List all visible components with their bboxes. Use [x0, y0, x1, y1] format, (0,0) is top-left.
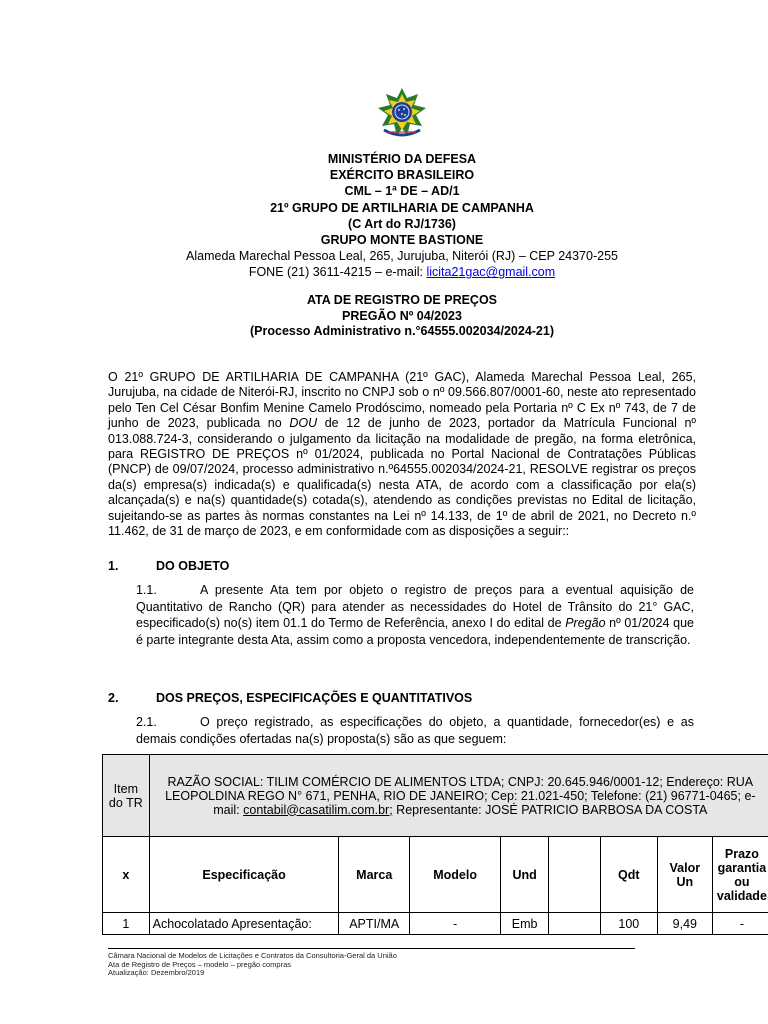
header-blank — [548, 837, 600, 913]
section-1-1-pregao: Pregão — [565, 616, 606, 630]
phone-text: FONE (21) 3611-4215 – e-mail: — [248, 265, 427, 280]
supplier-info — [149, 755, 768, 837]
intro-text-a: O 21º GRUPO DE ARTILHARIA DE CAMPANHA (21º GAC), Alameda Marechal Pessoa Leal, 265, Jurujuba, na cidade de Niterói-RJ, inscrito no CNPJ sob o nº 09.566.807/0001-60, neste ato representado pelo Ten Cel César Bonfim Menine Camelo Prodóscimo, nomeado pela Portaria nº C Ex nº 743, de 7 de junho de 2023, publicada no — [108, 370, 696, 431]
intro-text-b: de 12 de junho de 2023, portador da Matrícula Funcional nº 013.088.724-3, considerando o julgamento da licitação na modalidade de pregão, na forma eletrônica, para REGISTRO DE PREÇOS nº 01/2024, publicada no Portal Nacional de Contratações Públicas (PNCP) de 09/07/2024, processo administrativo n.º64555.002034/2024-21, RESOLVE registrar os preços da(s) empresa(s) indicada(s) e qualificada(s) nesta ATA, de acordo com a classificação por ela(s) alcançada(s) e na(s) quantidade(s) cotada(s), atendendo as condições previstas no Edital de licitação, sujeitando-se as partes às normas constantes na Lei nº 14.133, de 1º de abril de 2021, no Decreto n.º 11.462, de 31 de março de 2023, e em conformidade com as disposições a seguir:: — [108, 416, 697, 539]
row-1-especificacao: Achocolatado Apresentação: — [149, 913, 339, 935]
section-1-heading — [108, 559, 229, 573]
table-header-row — [103, 837, 768, 913]
row-1-marca: APTI/MA — [339, 913, 410, 935]
unit-name: 21º GRUPO DE ARTILHARIA DE CAMPANHA — [270, 200, 534, 215]
supplier-text-b: Representante: JOSÉ PATRICIO BARBOSA DA COSTA — [392, 802, 708, 817]
section-2-number: 2. — [108, 691, 119, 705]
row-1-prazo: - — [712, 913, 768, 935]
header-modelo: Modelo — [409, 837, 500, 913]
footer-line-1: Câmara Nacional de Modelos de Licitações e Contratos da Consultoria-Geral da União — [108, 951, 397, 960]
supplier-email-link[interactable]: contabil@casatilim.com.br; — [243, 802, 393, 817]
row-1-item: 1 — [103, 913, 150, 935]
header-marca: Marca — [339, 837, 410, 913]
document-title — [108, 293, 696, 340]
process-number: (Processo Administrativo n.°64555.002034/2024-21) — [250, 324, 554, 338]
footer-line-3: Atualização: Dezembro/2019 — [108, 968, 205, 977]
item-tr-label: Item do TR — [103, 755, 150, 837]
section-1-1-text-a: A presente Ata tem por objeto o registro de preços para a eventual aquisição de Quantitativo de Rancho (QR) para atender as necessidades do Hotel de Trânsito do 21° GAC, especificado(s) no(s) item 01.1 do Termo de Referência, anexo I do edital de — [136, 583, 694, 630]
footer-divider — [108, 948, 635, 949]
section-1-title: DO OBJETO — [156, 559, 230, 573]
header-prazo: Prazo garantia ou validade — [712, 837, 768, 913]
header-und: Und — [501, 837, 549, 913]
row-1-und: Emb — [501, 913, 549, 935]
section-1-1-text-b: nº 01/2024 que é parte integrante desta Ata, assim como a proposta vencedora, independentemente de transcrição. — [136, 616, 694, 647]
command-line: CML – 1ª DE – AD/1 — [344, 184, 460, 199]
section-2-heading — [108, 691, 472, 705]
section-2-title: DOS PREÇOS, ESPECIFICAÇÕES E QUANTITATIVOS — [156, 691, 473, 705]
row-1-qdt: 100 — [600, 913, 657, 935]
address-line: Alameda Marechal Pessoa Leal, 265, Jurujuba, Niterói (RJ) – CEP 24370-255 — [186, 249, 618, 264]
coat-of-arms-emblem — [374, 86, 430, 142]
institution-header — [108, 151, 696, 281]
price-table — [102, 754, 768, 935]
pregao-number: PREGÃO Nº 04/2023 — [342, 308, 462, 323]
unit-code: (C Art do RJ/1736) — [348, 216, 456, 231]
row-1-modelo: - — [409, 913, 500, 935]
section-1-number: 1. — [108, 559, 119, 573]
footer-line-2: Ata de Registro de Preços – modelo – pregão compras — [108, 959, 292, 969]
row-1-valor-un: 9,49 — [657, 913, 712, 935]
unit-nickname: GRUPO MONTE BASTIONE — [320, 233, 484, 248]
supplier-text-a: RAZÃO SOCIAL: TILIM COMÉRCIO DE ALIMENTOS LTDA; CNPJ: 20.645.946/0001-12; Endereço: RUA LEOPOLDINA REGO N° 671, PENHA, RIO DE JANEIRO; Cep: 21.021-450; Telefone: (21) 96771-0465; e-mail: — [165, 774, 756, 817]
ministry-name: MINISTÉRIO DA DEFESA — [327, 152, 477, 166]
table-row — [103, 913, 768, 935]
section-2-1-text: O preço registrado, as especificações do objeto, a quantidade, fornecedor(es) e as demais condições ofertadas na(s) proposta(s) são as que seguem: — [136, 715, 694, 746]
intro-paragraph — [108, 370, 696, 539]
header-valor-un: Valor Un — [657, 837, 712, 913]
row-1-blank — [548, 913, 600, 935]
section-1-1-number: 1.1. — [136, 583, 157, 597]
page-footer — [108, 952, 397, 978]
contact-line — [108, 264, 696, 280]
supplier-row — [103, 755, 768, 837]
header-x: x — [103, 837, 150, 913]
army-name: EXÉRCITO BRASILEIRO — [329, 168, 475, 183]
section-2-1-number: 2.1. — [136, 715, 157, 729]
ata-title: ATA DE REGISTRO DE PREÇOS — [306, 293, 498, 307]
email-link[interactable]: licita21gac@gmail.com — [426, 265, 556, 280]
section-1-1-paragraph — [136, 582, 694, 648]
header-qdt: Qdt — [600, 837, 657, 913]
intro-dou: DOU — [289, 416, 318, 431]
header-especificacao: Especificação — [149, 837, 339, 913]
section-2-1-paragraph — [136, 714, 694, 747]
